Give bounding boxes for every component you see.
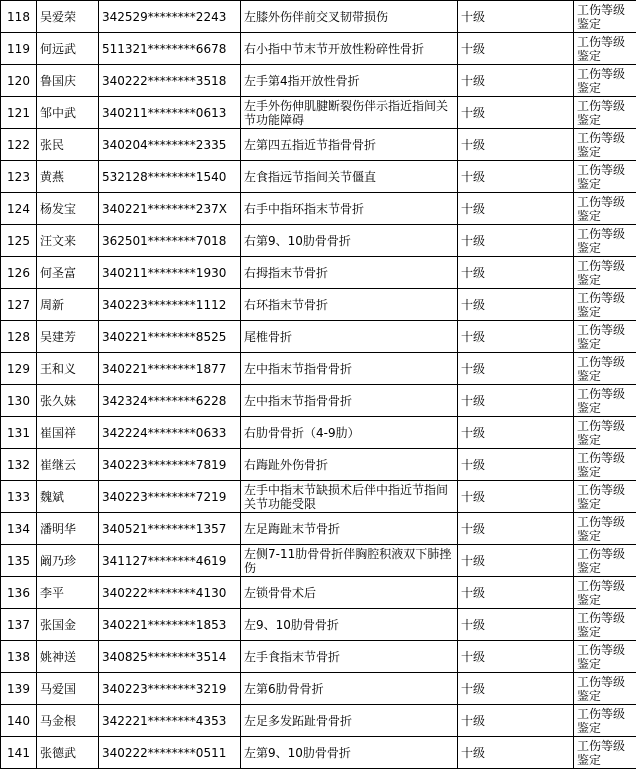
injury-description-cell: 左9、10肋骨骨折	[241, 609, 458, 641]
name-cell: 张国金	[37, 609, 99, 641]
table-row	[1, 481, 636, 513]
id-number-cell: 340521********1357	[99, 513, 241, 545]
disability-grade-cell: 十级	[458, 33, 574, 65]
name-cell: 何远武	[37, 33, 99, 65]
injury-description-cell: 左第6肋骨骨折	[241, 673, 458, 705]
row-number-cell: 126	[1, 257, 37, 289]
table-row	[1, 513, 636, 545]
assessment-type-cell: 工伤等级鉴定	[574, 705, 636, 737]
disability-grade-cell: 十级	[458, 193, 574, 225]
row-number-cell: 118	[1, 1, 37, 33]
row-number-cell: 127	[1, 289, 37, 321]
table-body	[1, 1, 636, 769]
row-number-cell: 135	[1, 545, 37, 577]
disability-grade-cell: 十级	[458, 641, 574, 673]
name-cell: 崔继云	[37, 449, 99, 481]
table-row	[1, 161, 636, 193]
id-number-cell: 340223********1112	[99, 289, 241, 321]
row-number-cell: 134	[1, 513, 37, 545]
id-number-cell: 342221********4353	[99, 705, 241, 737]
table-row	[1, 673, 636, 705]
disability-grade-cell: 十级	[458, 385, 574, 417]
disability-grade-cell: 十级	[458, 737, 574, 769]
assessment-type-cell: 工伤等级鉴定	[574, 161, 636, 193]
name-cell: 黄燕	[37, 161, 99, 193]
id-number-cell: 511321********6678	[99, 33, 241, 65]
assessment-type-cell: 工伤等级鉴定	[574, 193, 636, 225]
disability-grade-cell: 十级	[458, 609, 574, 641]
disability-grade-cell: 十级	[458, 449, 574, 481]
disability-grade-cell: 十级	[458, 481, 574, 513]
id-number-cell: 340204********2335	[99, 129, 241, 161]
id-number-cell: 340221********1877	[99, 353, 241, 385]
name-cell: 李平	[37, 577, 99, 609]
disability-grade-cell: 十级	[458, 225, 574, 257]
injury-description-cell: 左足多发跖趾骨骨折	[241, 705, 458, 737]
injury-description-cell: 右拇指末节骨折	[241, 257, 458, 289]
id-number-cell: 340222********4130	[99, 577, 241, 609]
assessment-type-cell: 工伤等级鉴定	[574, 129, 636, 161]
id-number-cell: 342529********2243	[99, 1, 241, 33]
row-number-cell: 122	[1, 129, 37, 161]
assessment-type-cell: 工伤等级鉴定	[574, 641, 636, 673]
assessment-type-cell: 工伤等级鉴定	[574, 481, 636, 513]
disability-grade-cell: 十级	[458, 705, 574, 737]
row-number-cell: 141	[1, 737, 37, 769]
id-number-cell: 362501********7018	[99, 225, 241, 257]
injury-description-cell: 右手中指环指末节骨折	[241, 193, 458, 225]
injury-description-cell: 左足踇趾末节骨折	[241, 513, 458, 545]
injury-description-cell: 左中指末节指骨骨折	[241, 353, 458, 385]
table-row	[1, 33, 636, 65]
assessment-type-cell: 工伤等级鉴定	[574, 609, 636, 641]
injury-description-cell: 右肋骨骨折（4-9肋）	[241, 417, 458, 449]
table-row	[1, 257, 636, 289]
row-number-cell: 133	[1, 481, 37, 513]
disability-grade-cell: 十级	[458, 257, 574, 289]
name-cell: 杨发宝	[37, 193, 99, 225]
injury-description-cell: 左第9、10肋骨骨折	[241, 737, 458, 769]
id-number-cell: 532128********1540	[99, 161, 241, 193]
id-number-cell: 340825********3514	[99, 641, 241, 673]
disability-grade-cell: 十级	[458, 673, 574, 705]
injury-description-cell: 左手中指末节缺损术后伴中指近节指间关节功能受限	[241, 481, 458, 513]
injury-description-cell: 左第四五指近节指骨骨折	[241, 129, 458, 161]
id-number-cell: 340223********7219	[99, 481, 241, 513]
injury-description-cell: 右小指中节末节开放性粉碎性骨折	[241, 33, 458, 65]
name-cell: 鲁国庆	[37, 65, 99, 97]
disability-grade-cell: 十级	[458, 65, 574, 97]
name-cell: 张德武	[37, 737, 99, 769]
table-row	[1, 417, 636, 449]
id-number-cell: 340222********3518	[99, 65, 241, 97]
disability-grade-cell: 十级	[458, 1, 574, 33]
row-number-cell: 137	[1, 609, 37, 641]
row-number-cell: 128	[1, 321, 37, 353]
table-row	[1, 193, 636, 225]
id-number-cell: 340223********7819	[99, 449, 241, 481]
table-row	[1, 737, 636, 769]
disability-grade-cell: 十级	[458, 161, 574, 193]
table-row	[1, 705, 636, 737]
name-cell: 张久妹	[37, 385, 99, 417]
injury-description-cell: 左食指远节指间关节僵直	[241, 161, 458, 193]
row-number-cell: 130	[1, 385, 37, 417]
id-number-cell: 342224********0633	[99, 417, 241, 449]
name-cell: 马金根	[37, 705, 99, 737]
injury-description-cell: 左手外伤伸肌腱断裂伤伴示指近指间关节功能障碍	[241, 97, 458, 129]
injury-description-cell: 左侧7-11肋骨骨折伴胸腔积液双下肺挫伤	[241, 545, 458, 577]
table-row	[1, 353, 636, 385]
table-row	[1, 385, 636, 417]
row-number-cell: 131	[1, 417, 37, 449]
assessment-type-cell: 工伤等级鉴定	[574, 385, 636, 417]
name-cell: 周新	[37, 289, 99, 321]
injury-description-cell: 右第9、10肋骨骨折	[241, 225, 458, 257]
name-cell: 阚乃珍	[37, 545, 99, 577]
table-row	[1, 609, 636, 641]
table-row	[1, 1, 636, 33]
name-cell: 张民	[37, 129, 99, 161]
assessment-type-cell: 工伤等级鉴定	[574, 321, 636, 353]
disability-grade-cell: 十级	[458, 545, 574, 577]
name-cell: 姚神送	[37, 641, 99, 673]
id-number-cell: 340223********3219	[99, 673, 241, 705]
table-row	[1, 321, 636, 353]
name-cell: 马爱国	[37, 673, 99, 705]
injury-description-cell: 左膝外伤伴前交叉韧带损伤	[241, 1, 458, 33]
row-number-cell: 140	[1, 705, 37, 737]
row-number-cell: 124	[1, 193, 37, 225]
injury-description-cell: 左手第4指开放性骨折	[241, 65, 458, 97]
table-row	[1, 577, 636, 609]
assessment-type-cell: 工伤等级鉴定	[574, 289, 636, 321]
name-cell: 邹中武	[37, 97, 99, 129]
assessment-type-cell: 工伤等级鉴定	[574, 353, 636, 385]
id-number-cell: 340211********1930	[99, 257, 241, 289]
name-cell: 崔国祥	[37, 417, 99, 449]
assessment-type-cell: 工伤等级鉴定	[574, 33, 636, 65]
name-cell: 魏斌	[37, 481, 99, 513]
injury-description-cell: 左锁骨骨术后	[241, 577, 458, 609]
id-number-cell: 340221********237X	[99, 193, 241, 225]
row-number-cell: 119	[1, 33, 37, 65]
assessment-type-cell: 工伤等级鉴定	[574, 65, 636, 97]
disability-grade-cell: 十级	[458, 129, 574, 161]
row-number-cell: 138	[1, 641, 37, 673]
row-number-cell: 139	[1, 673, 37, 705]
row-number-cell: 125	[1, 225, 37, 257]
row-number-cell: 132	[1, 449, 37, 481]
assessment-type-cell: 工伤等级鉴定	[574, 257, 636, 289]
table-row	[1, 289, 636, 321]
id-number-cell: 340221********1853	[99, 609, 241, 641]
assessment-type-cell: 工伤等级鉴定	[574, 97, 636, 129]
injury-description-cell: 尾椎骨折	[241, 321, 458, 353]
injury-description-cell: 左中指末节指骨骨折	[241, 385, 458, 417]
name-cell: 潘明华	[37, 513, 99, 545]
injury-description-cell: 右踇趾外伤骨折	[241, 449, 458, 481]
id-number-cell: 341127********4619	[99, 545, 241, 577]
table-row	[1, 97, 636, 129]
assessment-type-cell: 工伤等级鉴定	[574, 673, 636, 705]
assessment-type-cell: 工伤等级鉴定	[574, 545, 636, 577]
row-number-cell: 120	[1, 65, 37, 97]
injury-description-cell: 左手食指末节骨折	[241, 641, 458, 673]
id-number-cell: 342324********6228	[99, 385, 241, 417]
disability-grade-cell: 十级	[458, 321, 574, 353]
assessment-type-cell: 工伤等级鉴定	[574, 449, 636, 481]
table-row	[1, 129, 636, 161]
disability-grade-cell: 十级	[458, 513, 574, 545]
assessment-type-cell: 工伤等级鉴定	[574, 577, 636, 609]
table-row	[1, 225, 636, 257]
disability-grade-cell: 十级	[458, 577, 574, 609]
assessment-type-cell: 工伤等级鉴定	[574, 225, 636, 257]
row-number-cell: 123	[1, 161, 37, 193]
assessment-type-cell: 工伤等级鉴定	[574, 417, 636, 449]
assessment-type-cell: 工伤等级鉴定	[574, 1, 636, 33]
name-cell: 王和义	[37, 353, 99, 385]
name-cell: 汪文来	[37, 225, 99, 257]
id-number-cell: 340211********0613	[99, 97, 241, 129]
row-number-cell: 121	[1, 97, 37, 129]
assessment-type-cell: 工伤等级鉴定	[574, 737, 636, 769]
table-row	[1, 545, 636, 577]
name-cell: 吴建芳	[37, 321, 99, 353]
assessment-type-cell: 工伤等级鉴定	[574, 513, 636, 545]
disability-grade-cell: 十级	[458, 417, 574, 449]
row-number-cell: 129	[1, 353, 37, 385]
name-cell: 吴爱荣	[37, 1, 99, 33]
id-number-cell: 340222********0511	[99, 737, 241, 769]
disability-grade-cell: 十级	[458, 97, 574, 129]
row-number-cell: 136	[1, 577, 37, 609]
table-row	[1, 641, 636, 673]
name-cell: 何圣富	[37, 257, 99, 289]
table-row	[1, 449, 636, 481]
disability-grade-cell: 十级	[458, 289, 574, 321]
table-row	[1, 65, 636, 97]
disability-grade-cell: 十级	[458, 353, 574, 385]
id-number-cell: 340221********8525	[99, 321, 241, 353]
injury-description-cell: 右环指末节骨折	[241, 289, 458, 321]
